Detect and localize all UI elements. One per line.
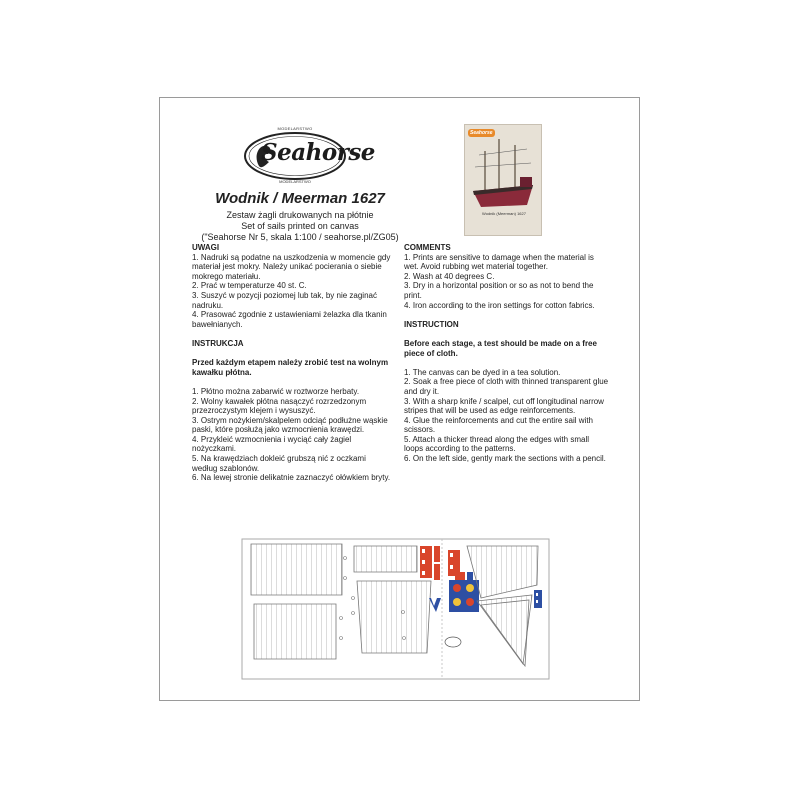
subtitle-polish: Zestaw żagli drukowanych na płótnie (226, 210, 374, 220)
instruction-item: 6. On the left side, gently mark the sections with a pencil. (404, 454, 606, 464)
instrukcja-item: 1. Płótno można zabarwić w roztworze herbaty. (192, 386, 360, 396)
logo-wordmark: Seahorse (261, 139, 375, 166)
instrukcja-item: 3. Ostrym nożykiem/skalpelem odciąć podłużne wąskie paski, które posłużą jako wzmocnienia krawędzi. (192, 415, 388, 435)
thumbnail-caption: Wodnik (Meerman) 1627 (482, 211, 526, 216)
instrukcja-item: 2. Wolny kawałek płótna nasączyć rozrzedzonym przezroczystym klejem i wysuszyć. (192, 396, 367, 416)
instrukcja-item: 5. Na krawędziach dokleić grubszą nić z oczkami według szablonów. (192, 454, 366, 473)
comments-item: 2. Wash at 40 degrees C. (404, 271, 495, 281)
ship-icon (465, 135, 541, 215)
instruction-item: 1. The canvas can be dyed in a tea solution. (404, 367, 561, 377)
reference-line: ("Seahorse Nr 5, skala 1:100 / seahorse.pl/ZG05) (201, 232, 399, 242)
instruction-item: 3. With a sharp knife / scalpel, cut off longitudinal narrow stripes that will be used as edge reinforcements. (404, 396, 604, 416)
instrukcja-lead: Przed każdym etapem należy zrobić test na wolnym kawałku płótna. (192, 358, 389, 377)
polish-column (192, 243, 392, 483)
comments-item: 1. Prints are sensitive to damage when the material is wet. Avoid rubbing wet material together. (404, 252, 594, 272)
product-thumbnail (464, 124, 542, 236)
crest-flag (449, 580, 479, 612)
comments-item: 4. Iron according to the iron settings for cotton fabrics. (404, 300, 595, 310)
uwagi-heading: UWAGI (192, 243, 220, 252)
comments-heading: COMMENTS (404, 243, 451, 252)
page-title: Wodnik / Meerman 1627 (215, 190, 385, 207)
english-column (404, 243, 609, 464)
instrukcja-item: 4. Przykleić wzmocnienia i wyciąć cały żagiel nożyczkami. (192, 434, 352, 454)
logo-top-text: MODELARSTWO (277, 126, 313, 131)
comments-item: 3. Dry in a horizontal position or so as not to bend the print. (404, 281, 594, 300)
subtitle-english: Set of sails printed on canvas (241, 221, 359, 231)
sail-sheet (241, 538, 551, 680)
instrukcja-heading: INSTRUKCJA (192, 338, 244, 348)
logo-bottom-text: MODELARSTWO (279, 179, 311, 184)
flag-red (420, 546, 432, 578)
instruction-lead: Before each stage, a test should be made on a free piece of cloth. (404, 338, 597, 358)
thumbnail-badge: Seahorse (470, 130, 493, 136)
uwagi-item: 2. Prać w temperaturze 40 st. C. (192, 281, 307, 291)
seahorse-logo (241, 126, 375, 186)
instruction-item: 5. Attach a thicker thread along the edges with small loops according to the patterns. (404, 434, 589, 454)
instruction-item: 2. Soak a free piece of cloth with thinned transparent glue and dry it. (404, 377, 609, 396)
uwagi-item: 3. Suszyć w pozycji poziomej lub tak, by nie zaginać nadruku. (192, 290, 377, 310)
uwagi-item: 4. Prasować zgodnie z ustawieniami żelazka dla tkanin bawełnianych. (192, 310, 387, 329)
instruction-heading: INSTRUCTION (404, 319, 459, 329)
instruction-item: 4. Glue the reinforcements and cut the entire sail with scissors. (404, 415, 593, 435)
sail-sheet-drawing (241, 538, 551, 680)
uwagi-item: 1. Nadruki są podatne na uszkodzenia w momencie gdy materiał jest mokry. Należy unikać pocierania o siebie mokrego materiału. (192, 252, 391, 281)
instrukcja-item: 6. Na lewej stronie delikatnie zaznaczyć ołówkiem bryty. (192, 473, 391, 483)
